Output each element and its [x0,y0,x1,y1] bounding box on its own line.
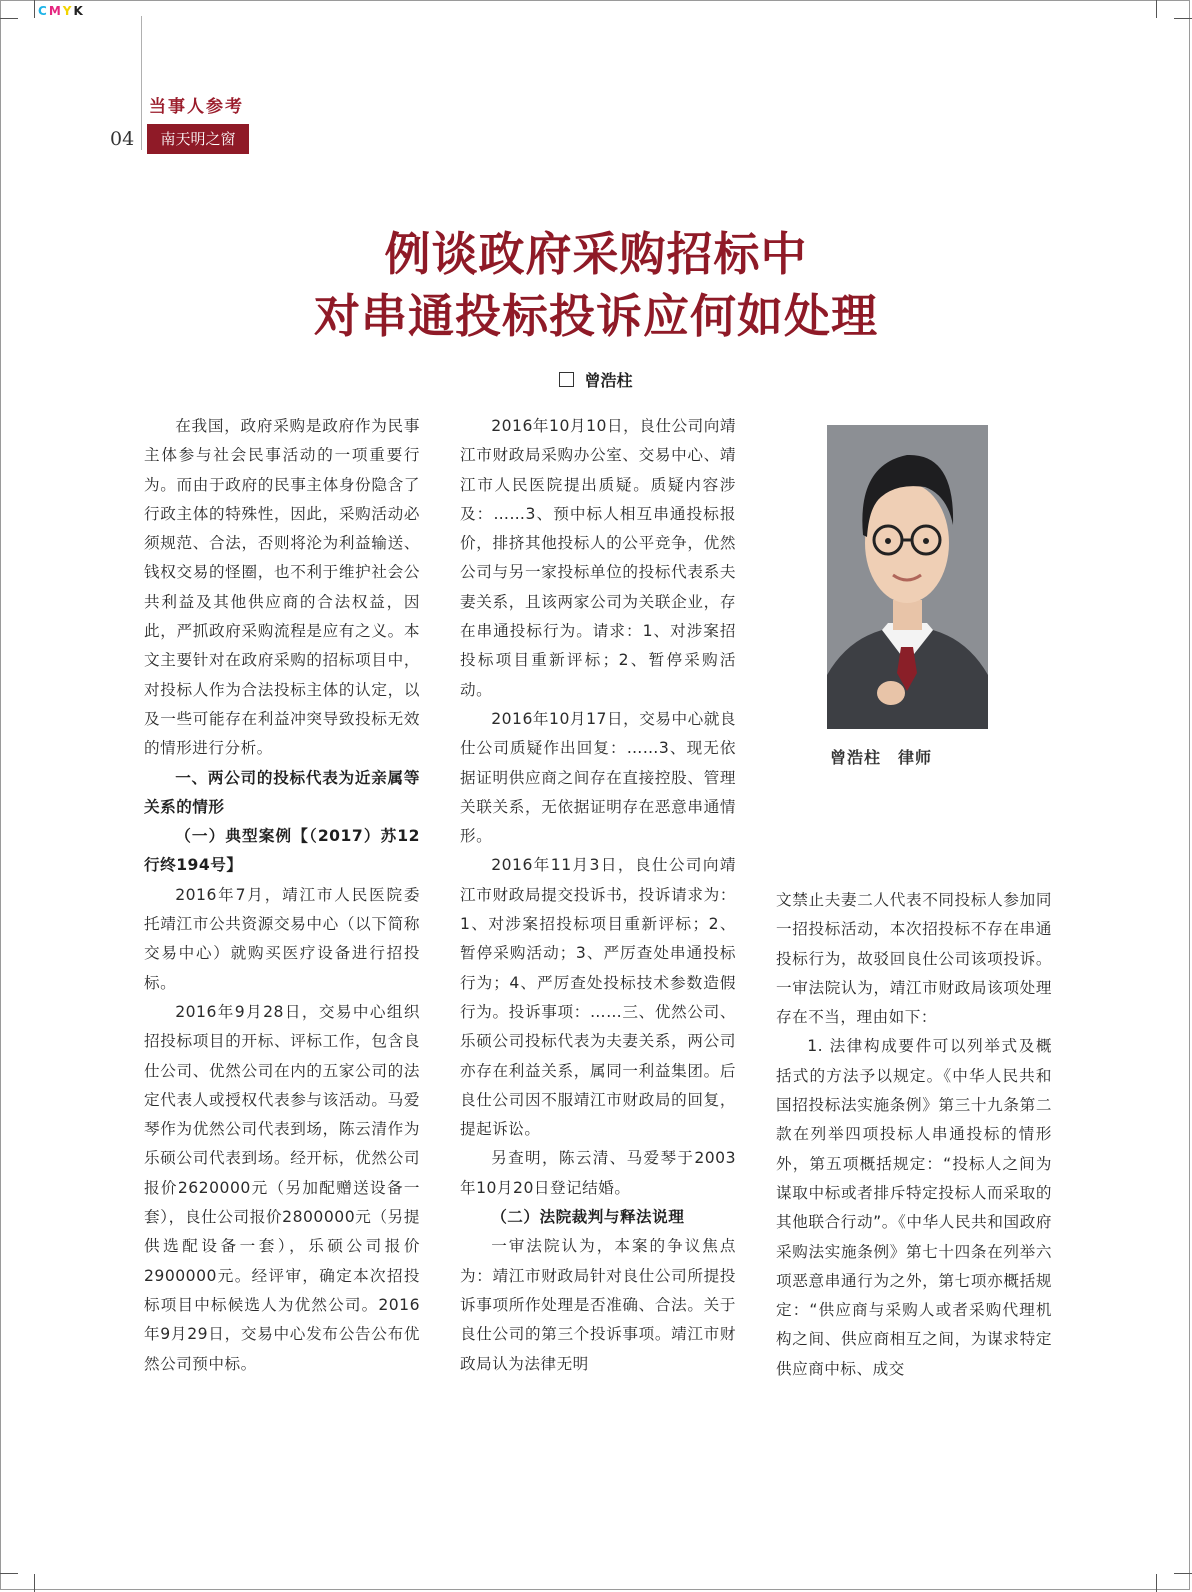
article-title-line2: 对串通投标投诉应何如处理 [314,289,878,343]
section-kicker: 当事人参考 [149,97,244,117]
paragraph: 一审法院认为，本案的争议焦点为：靖江市财政局针对良仕公司所提投诉事项所作处理是否准确、合法。关于良仕公司的第三个投诉事项。靖江市财政局认为法律无明 [460,1237,736,1373]
header-divider [141,16,142,150]
page-number: 04 [110,128,135,150]
author-name: 曾浩柱 [584,371,633,390]
text-column-1 [144,412,420,1379]
crop-mark-bottom-left-h [0,1573,18,1574]
author-line [0,368,1192,391]
crop-mark-top-right-v [1156,0,1157,18]
crop-mark-top-left-h [0,18,18,19]
crop-mark-top-right-h [1174,18,1192,19]
cmyk-y: Y [62,4,74,18]
subsection-heading: （一）典型案例【（2017）苏12行终194号】 [144,827,420,875]
crop-mark-bottom-right-v [1156,1574,1157,1592]
paragraph: 2016年11月3日，良仕公司向靖江市财政局提交投诉书，投诉请求为：1、对涉案招投标项目重新评标；2、暂停采购活动；3、严厉查处串通投标行为；4、严厉查处投标技术参数造假行为。投诉事项：……三、优然公司、乐硕公司投标代表为夫妻关系，两公司亦存在利益关系，属同一利益集团。后良仕公司因不服靖江市财政局的回复，提起诉讼。 [460,856,736,1139]
section-heading: 一、两公司的投标代表为近亲属等关系的情形 [144,768,420,816]
paragraph-continued: 文禁止夫妻二人代表不同投标人参加同一招投标活动，本次招投标不存在串通投标行为，故驳回良仕公司该项投诉。一审法院认为，靖江市财政局该项处理存在不当，理由如下： [776,891,1052,1027]
cmyk-c: C [38,4,49,18]
paragraph: 2016年10月10日，良仕公司向靖江市财政局采购办公室、交易中心、靖江市人民医院提出质疑。质疑内容涉及：……3、预中标人相互串通投标报价，排挤其他投标人的公平竞争，优然公司与另一家投标单位的投标代表系夫妻关系，且该两家公司为关联企业，存在串通投标行为。请求：1、对涉案招投标项目重新评标；2、暂停采购活动。 [460,417,736,699]
photo-caption: 曾浩柱 律师 [830,748,933,767]
article-title-line1: 例谈政府采购招标中 [384,227,808,281]
cmyk-marks [38,4,85,18]
paragraph: 2016年7月，靖江市人民医院委托靖江市公共资源交易中心（以下简称交易中心）就购买医疗设备进行招投标。 [144,885,420,992]
paragraph: 2016年10月17日，交易中心就良仕公司质疑作出回复：……3、现无依据证明供应商之间存在直接控股、管理关联关系，无依据证明存在恶意串通情形。 [460,709,736,846]
cmyk-k: K [73,4,85,18]
paragraph: 另查明，陈云清、马爱琴于2003年10月20日登记结婚。 [460,1149,736,1197]
text-column-3 [776,886,1052,1384]
crop-mark-bottom-left-v [34,1574,35,1592]
cmyk-m: M [48,4,63,18]
crop-mark-bottom-right-h [1174,1573,1192,1574]
author-portrait-illustration [827,425,988,729]
square-bullet-icon [559,372,574,387]
text-column-2 [460,412,736,1379]
crop-mark-top-left-v [34,0,35,18]
subsection-heading: （二）法院裁判与释法说理 [491,1208,685,1227]
column-tag: 南天明之窗 [147,124,249,154]
author-photo [827,425,988,729]
paragraph: 1. 法律构成要件可以列举式及概括式的方法予以规定。《中华人民共和国招投标法实施条例》第三十九条第二款在列举四项投标人串通投标的情形外，第五项概括规定：“投标人之间为谋取中标或者排斥特定投标人而采取的其他联合行动”。《中华人民共和国政府采购法实施条例》第七十四条在列举六项恶意串通行为之外，第七项亦概括规定：“供应商与采购人或者采购代理机构之间、供应商相互之间，为谋求特定供应商中标、成交 [776,1037,1052,1378]
paragraph: 在我国，政府采购是政府作为民事主体参与社会民事活动的一项重要行为。而由于政府的民事主体身份隐含了行政主体的特殊性，因此，采购活动必须规范、合法，否则将沦为利益输送、钱权交易的怪圈，也不利于维护社会公共利益及其他供应商的合法权益，因此，严抓政府采购流程是应有之义。本文主要针对在政府采购的招标项目中，对投标人作为合法投标主体的认定，以及一些可能存在利益冲突导致投标无效的情形进行分析。 [144,417,420,758]
paragraph: 2016年9月28日，交易中心组织招投标项目的开标、评标工作，包含良仕公司、优然公司在内的五家公司的法定代表人或授权代表参与该活动。马爱琴作为优然公司代表到场，陈云清作为乐硕公司代表到场。经开标，优然公司报价2620000元（另加配赠送设备一套），良仕公司报价2800000元（另提供选配设备一套），乐硕公司报价2900000元。经评审，确定本次招投标项目中标候选人为优然公司。2016年9月29日，交易中心发布公告公布优然公司预中标。 [144,1002,420,1373]
